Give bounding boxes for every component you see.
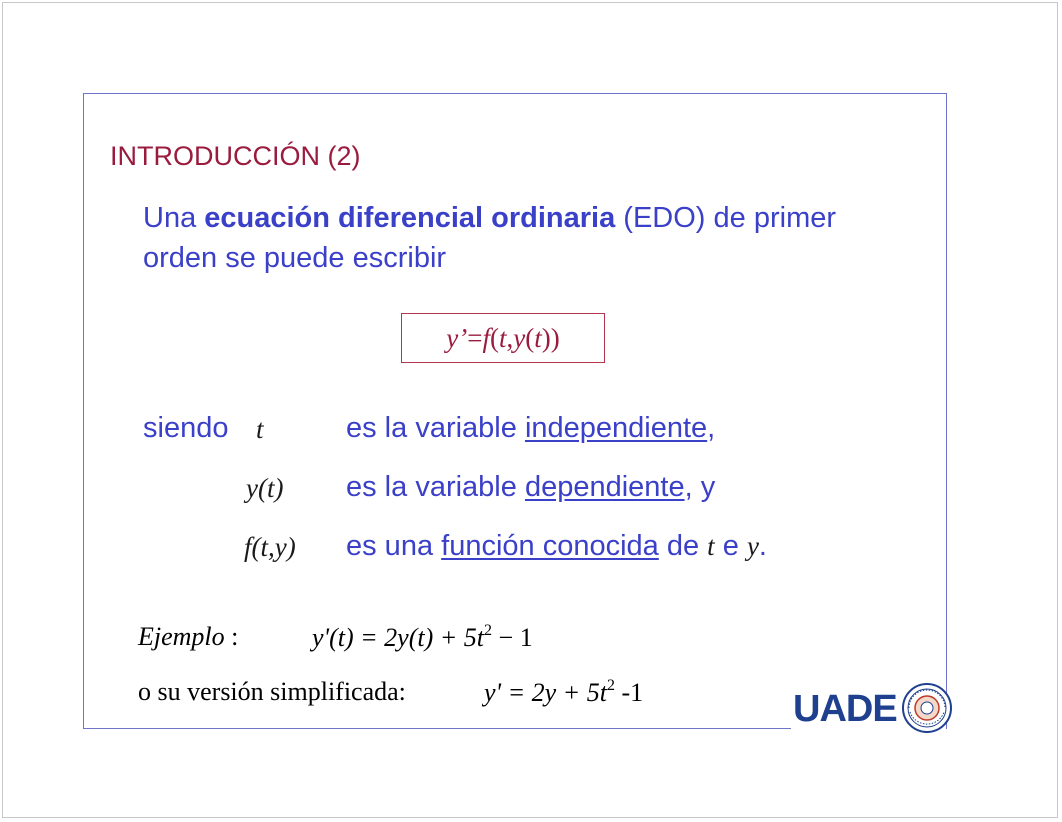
definition-var-3 (244, 531, 296, 564)
definition-3-text: es una (346, 530, 442, 562)
example-equation-exponent: 2 (484, 622, 493, 639)
example-label (138, 622, 238, 652)
slide-title: INTRODUCCIÓN (2) (110, 141, 361, 171)
formula-close-paren: )) (541, 322, 560, 353)
definition-3-var-t: t (707, 531, 715, 561)
definition-row-1 (346, 412, 715, 445)
intro-bold-term: ecuación diferencial ordinaria (204, 202, 616, 234)
definition-row-2 (346, 471, 715, 504)
definition-3-mid: de (658, 530, 708, 562)
formula-t-2: t (534, 322, 542, 353)
intro-text-1: Una (143, 202, 205, 234)
intro-text-2: (EDO) de primer orden se puede escribir (143, 202, 837, 274)
definition-var-2 (246, 472, 283, 505)
formula-y-prime: y’ (446, 322, 468, 353)
simplified-label-text: o su versión simplificada: (138, 677, 406, 706)
definition-2-text: es la variable (346, 471, 525, 503)
definition-1-text: es la variable (346, 412, 525, 444)
intro-paragraph (143, 198, 883, 278)
simplified-equation (484, 677, 643, 708)
simplified-equation-tail: -1 (614, 678, 644, 707)
simplified-equation-main: y' = 2y + 5t (484, 678, 607, 707)
definition-3-underlined: función conocida (441, 530, 659, 562)
definition-var-1 (256, 413, 264, 446)
example-colon: : (224, 622, 239, 651)
definition-2-end: , y (684, 471, 716, 503)
formula-open-paren: ( (489, 322, 499, 353)
edo-formula-box (401, 313, 605, 363)
siendo-text: siendo (143, 412, 229, 444)
simplified-label (138, 677, 406, 707)
formula-comma: , (506, 322, 514, 353)
definition-2-underlined: dependiente (524, 471, 685, 503)
definition-3-var-y: y (746, 531, 759, 561)
uade-logo-text: UADE (793, 688, 897, 730)
formula-y: y (513, 322, 526, 353)
formula-t: t (498, 322, 507, 353)
definition-3-mid2: e (714, 530, 747, 562)
formula-equals: = (467, 322, 483, 353)
university-seal-icon (901, 682, 953, 734)
example-equation-main: y'(t) = 2y(t) + 5t (312, 623, 485, 652)
uade-logo (793, 680, 955, 742)
definition-1-end: , (707, 412, 716, 444)
slide-bottom-border (83, 728, 791, 729)
formula-open-paren-2: ( (525, 322, 535, 353)
example-equation-tail: − 1 (492, 623, 533, 652)
siendo-label (143, 412, 228, 445)
formula-f: f (482, 322, 490, 353)
var-f-of-t-y: f(t,y) (244, 532, 296, 562)
definition-1-underlined: independiente (524, 412, 708, 444)
var-y-of-t: y(t) (246, 473, 284, 503)
var-t: t (256, 414, 264, 444)
definition-3-end: . (758, 530, 767, 562)
example-label-text: Ejemplo (138, 622, 225, 651)
simplified-equation-exponent: 2 (606, 677, 615, 694)
example-equation (312, 622, 533, 653)
definition-row-3 (346, 530, 767, 563)
